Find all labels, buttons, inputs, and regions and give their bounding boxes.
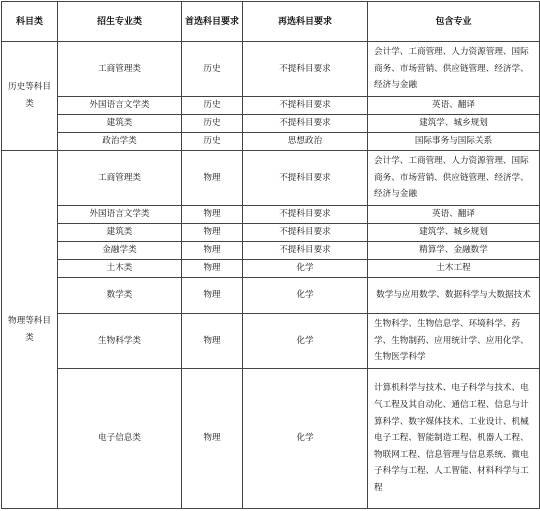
header-major-class: 招生专业类 [58, 2, 182, 42]
table-row [2, 314, 540, 369]
included-majors-cell: 建筑学、城乡规划 [368, 115, 540, 133]
first-subject-cell: 历史 [182, 97, 243, 115]
second-subject-cell: 不提科目要求 [243, 224, 368, 242]
first-subject-cell: 物理 [182, 314, 243, 369]
second-subject-cell: 思想政治 [243, 133, 368, 151]
major-class-cell: 工商管理类 [58, 42, 182, 97]
major-class-cell: 外国语言文学类 [58, 206, 182, 224]
table-row [2, 260, 540, 278]
major-class-cell: 数学类 [58, 278, 182, 314]
table-row [2, 115, 540, 133]
table-row [2, 151, 540, 206]
second-subject-cell: 不提科目要求 [243, 115, 368, 133]
included-majors-cell: 英语、翻译 [368, 97, 540, 115]
second-subject-cell: 化学 [243, 278, 368, 314]
header-included-majors: 包含专业 [368, 2, 540, 42]
major-class-cell: 建筑类 [58, 115, 182, 133]
major-class-cell: 建筑类 [58, 224, 182, 242]
first-subject-cell: 物理 [182, 224, 243, 242]
subject-requirements-table [1, 1, 540, 509]
header-category: 科目类 [2, 2, 58, 42]
table-row [2, 133, 540, 151]
first-subject-cell: 物理 [182, 369, 243, 509]
table-row [2, 278, 540, 314]
second-subject-cell: 不提科目要求 [243, 151, 368, 206]
first-subject-cell: 物理 [182, 242, 243, 260]
major-class-cell: 土木类 [58, 260, 182, 278]
major-class-cell: 金融学类 [58, 242, 182, 260]
second-subject-cell: 化学 [243, 260, 368, 278]
second-subject-cell: 不提科目要求 [243, 42, 368, 97]
second-subject-cell: 化学 [243, 314, 368, 369]
major-class-cell: 生物科学类 [58, 314, 182, 369]
table-row [2, 369, 540, 509]
major-class-cell: 政治学类 [58, 133, 182, 151]
included-majors-cell: 会计学、工商管理、人力资源管理、国际商务、市场营销、供应链管理、经济学、经济与金融 [368, 42, 540, 97]
category-cell: 物理等科目类 [2, 151, 58, 509]
included-majors-cell: 生物科学、生物信息学、环境科学、药学、生物制药、应用统计学、应用化学、生物医学科学 [368, 314, 540, 369]
first-subject-cell: 物理 [182, 260, 243, 278]
second-subject-cell: 化学 [243, 369, 368, 509]
category-cell: 历史等科目类 [2, 42, 58, 151]
header-first-subject: 首选科目要求 [182, 2, 243, 42]
included-majors-cell: 建筑学、城乡规划 [368, 224, 540, 242]
included-majors-cell: 数学与应用数学、数据科学与大数据技术 [368, 278, 540, 314]
included-majors-cell: 计算机科学与技术、电子科学与技术、电气工程及其自动化、通信工程、信息与计算科学、数字媒体技术、工业设计、机械电子工程、智能制造工程、机器人工程、物联网工程、信息管理与信息系统、微电子科学与工程、人工智能、材料科学与工程 [368, 369, 540, 509]
included-majors-cell: 国际事务与国际关系 [368, 133, 540, 151]
table-row [2, 206, 540, 224]
major-class-cell: 外国语言文学类 [58, 97, 182, 115]
first-subject-cell: 历史 [182, 42, 243, 97]
first-subject-cell: 物理 [182, 278, 243, 314]
first-subject-cell: 历史 [182, 115, 243, 133]
header-second-subject: 再选科目要求 [243, 2, 368, 42]
first-subject-cell: 历史 [182, 133, 243, 151]
table-row [2, 42, 540, 97]
second-subject-cell: 不提科目要求 [243, 97, 368, 115]
included-majors-cell: 土木工程 [368, 260, 540, 278]
table-row [2, 97, 540, 115]
first-subject-cell: 物理 [182, 206, 243, 224]
table-row [2, 224, 540, 242]
major-class-cell: 电子信息类 [58, 369, 182, 509]
table-row [2, 242, 540, 260]
major-class-cell: 工商管理类 [58, 151, 182, 206]
second-subject-cell: 不提科目要求 [243, 206, 368, 224]
included-majors-cell: 英语、翻译 [368, 206, 540, 224]
second-subject-cell: 不提科目要求 [243, 242, 368, 260]
first-subject-cell: 物理 [182, 151, 243, 206]
header-row [2, 2, 540, 42]
included-majors-cell: 精算学、金融数学 [368, 242, 540, 260]
included-majors-cell: 会计学、工商管理、人力资源管理、国际商务、市场营销、供应链管理、经济学、经济与金融 [368, 151, 540, 206]
